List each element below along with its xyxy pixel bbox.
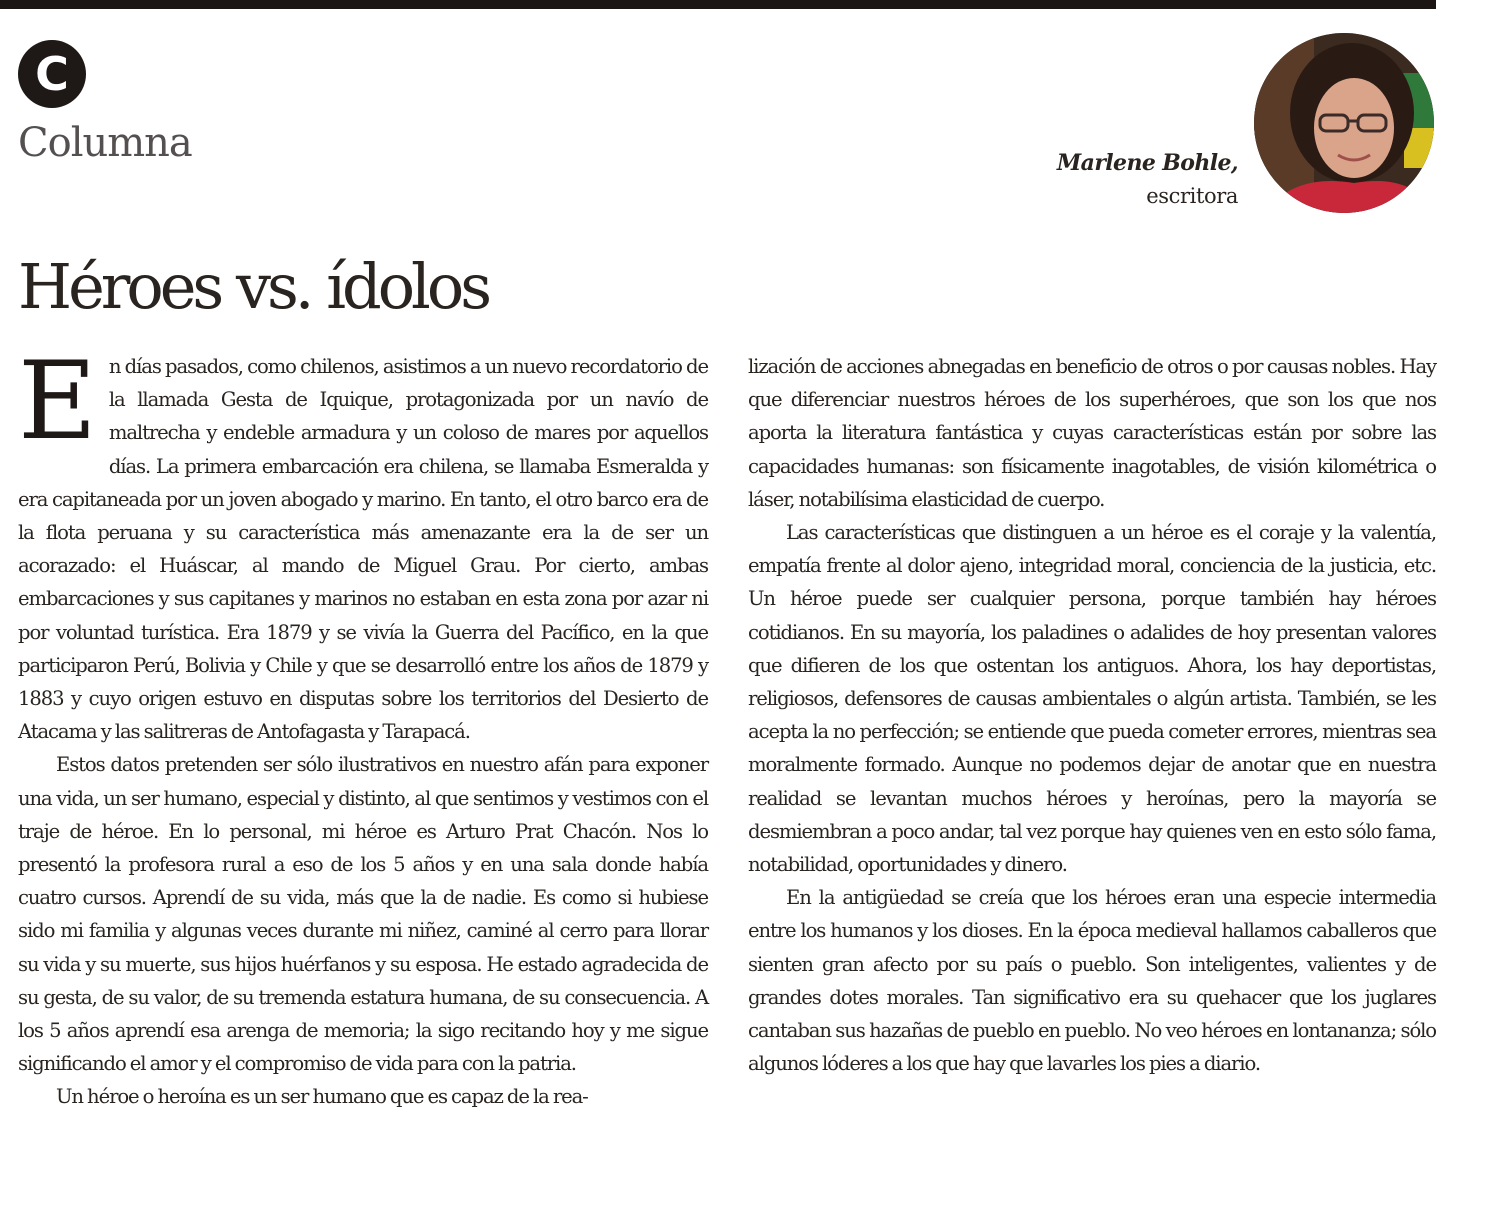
author-byline [1057,150,1238,208]
column-badge-icon [18,40,86,108]
paragraph-2: Estos datos pretenden ser sólo ilustrativos en nuestro afán para exponer una vida, un ser humano, especial y distinto, al que sentimos y vestimos con el traje de héroe. En lo personal, mi héroe es Arturo Prat Chacón. Nos lo presentó la profesora rural a eso de los 5 años y en una sala donde había cuatro cursos. Aprendí de su vida, más que la de nadie. Es como si hubiese sido mi familia y algunas veces durante mi niñez, caminé al cerro para llorar su vida y su muerte, sus hijos huérfanos y su esposa. He estado agradecida de su gesta, de su valor, de su tremenda estatura humana, de su consecuencia. A los 5 años aprendí esa arenga de memoria; la sigo recitando hoy y me sigue significando el amor y el compromiso de vida para con la patria. [18,753,708,1076]
paragraph-4: Las características que distinguen a un héroe es el coraje y la valentía, empatía frente al dolor ajeno, integridad moral, conciencia de la justicia, etc. Un héroe puede ser cualquier persona, porque también hay héroes cotidianos. En su mayoría, los paladines o adalides de hoy presentan valores que difieren de los que ostentan los antiguos. Ahora, los hay deportistas, religiosos, defensores de causas ambientales o algún artista. También, se les acepta la no perfección; se entiende que pueda cometer errores, mientras sea moralmente formado. Aunque no podemos dejar de anotar que en nuestra realidad se levantan muchos héroes y heroínas, pero la mayoría se desmiembran a poco andar, tal vez porque hay quienes ven en esto sólo fama, notabilidad, oportunidades y dinero. [748,521,1436,877]
article-column-left [18,339,708,1114]
paragraph-3: Un héroe o heroína es un ser humano que es capaz de la rea- [56,1085,588,1109]
paragraph-3-continued: lización de acciones abnegadas en beneficio de otros o por causas nobles. Hay que diferenciar nuestros héroes de los superhéroes, que son los que nos aporta la literatura fantástica y cuyas características están por sobre las capacidades humanas: son físicamente inagotables, de visión kilométrica o láser, notabilísima elasticidad de cuerpo. [748,355,1436,511]
paragraph-5: En la antigüedad se creía que los héroes eran una especie intermedia entre los humanos y los dioses. En la época medieval hallamos caballeros que sienten gran afecto por su país o pueblo. Son inteligentes, valientes y de grandes dotes morales. Tan significativo era su quehacer que los juglares cantaban sus hazañas de pueblo en pueblo. No veo héroes en lontananza; sólo algunos lóderes a los que hay que lavarles los pies a diario. [748,886,1436,1076]
author-name: Marlene Bohle, [1056,150,1238,176]
dropcap-letter: E [18,339,97,464]
article-title: Héroes vs. ídolos [18,250,489,323]
author-portrait [1254,33,1434,213]
article-column-right [748,350,1436,1080]
paragraph-1 [18,339,708,748]
portrait-illustration [1254,33,1434,213]
paragraph-1-text: n días pasados, como chilenos, asistimos a un nuevo recordatorio de la llamada Gesta de Iquique, protagonizada por un navío de maltrecha y endeble armadura y un coloso de mares por aquellos días. La primera embarcación era chilena, se llamaba Esmeralda y era capitaneada por un joven abogado y marino. En tanto, el otro barco era de la flota peruana y su característica más amenazante era la de ser un acorazado: el Huáscar, al mando de Miguel Grau. Por cierto, ambas embarcaciones y sus capitanes y marinos no estaban en esta zona por azar ni por voluntad turística. Era 1879 y se vivía la Guerra del Pacífico, en la que participaron Perú, Bolivia y Chile y que se desarrolló entre los años de 1879 y 1883 y cuyo origen estuvo en disputas sobre los territorios del Desierto de Atacama y las salitreras de Antofagasta y Tarapacá. [18,355,708,744]
top-rule [0,0,1436,9]
section-label: Columna [18,120,192,166]
badge-letter: C [35,47,69,101]
author-role: escritora [1146,184,1238,208]
